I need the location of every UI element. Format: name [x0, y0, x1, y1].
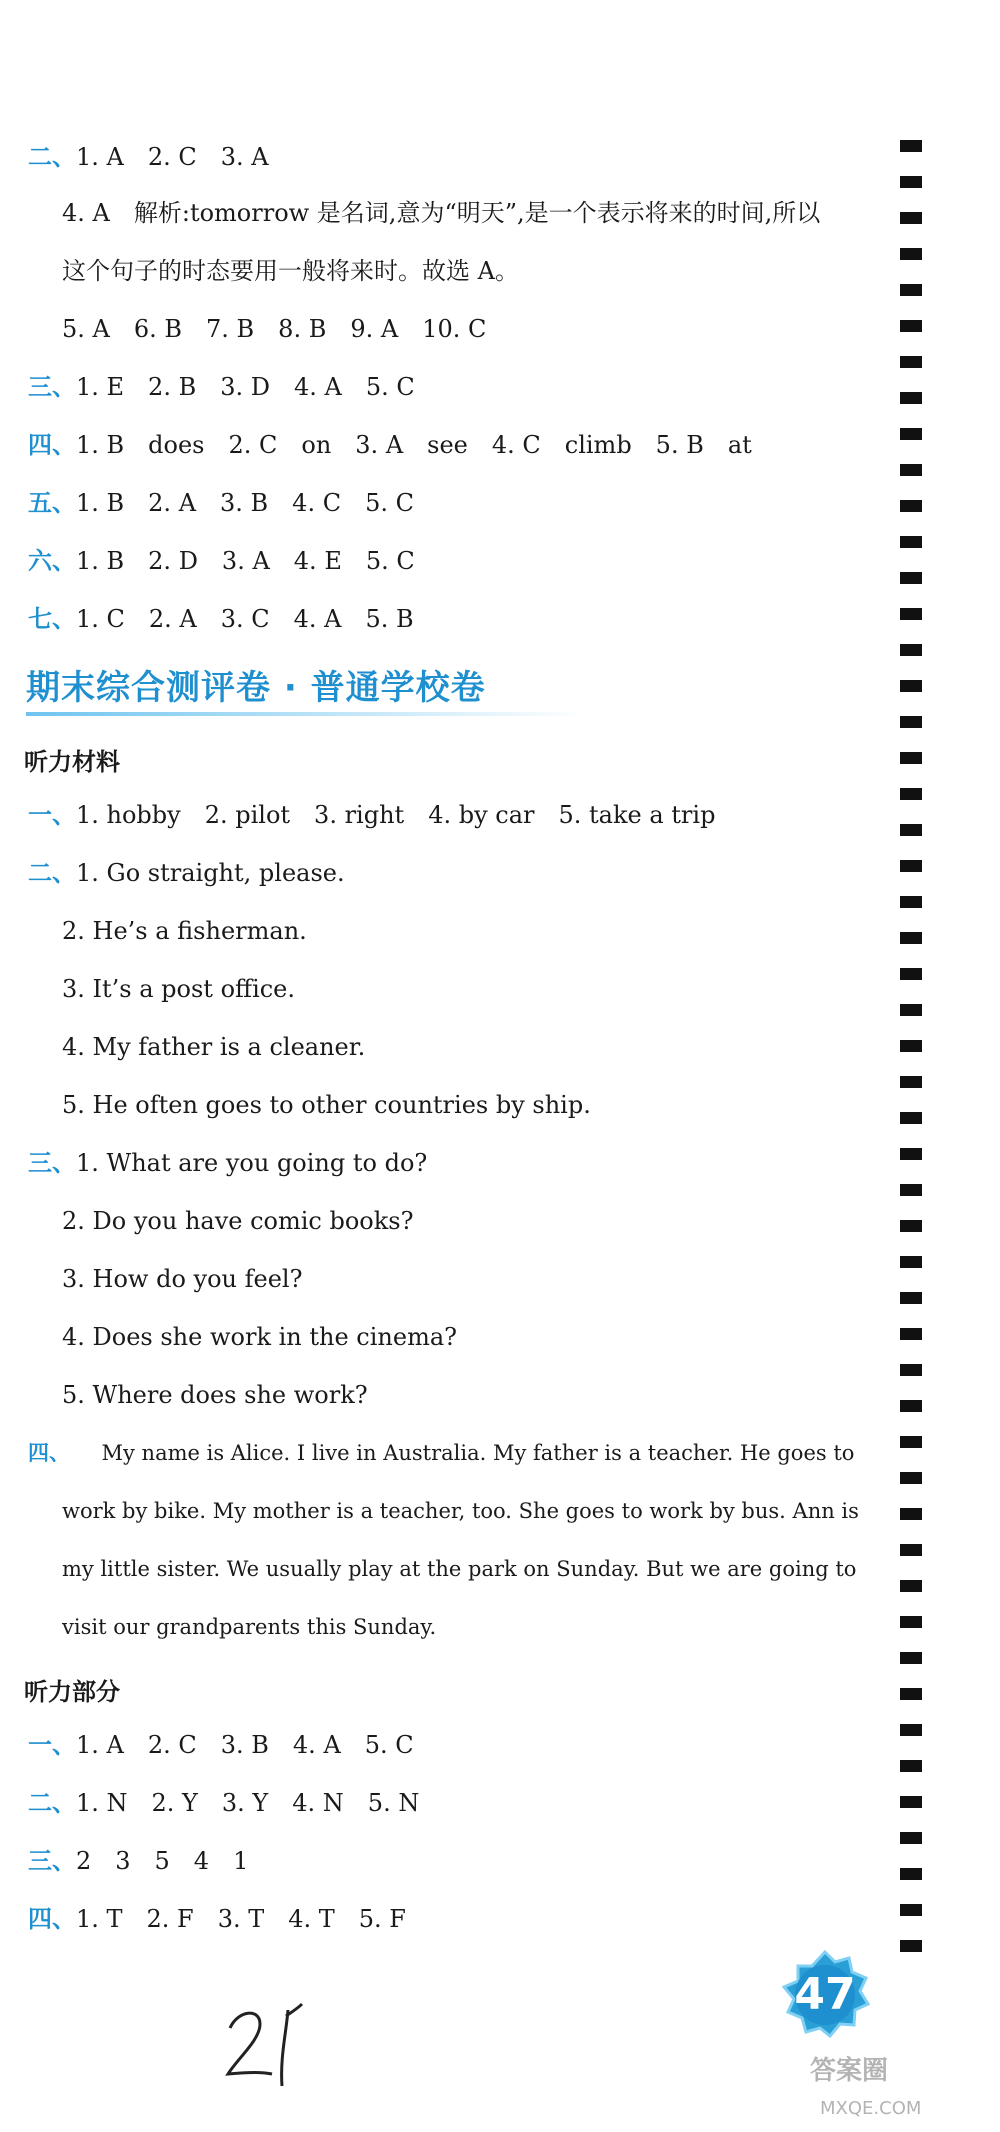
material-line: 3. How do you feel?	[62, 1265, 303, 1293]
material-line: 4. My father is a cleaner.	[62, 1033, 366, 1061]
binding-bar	[900, 1688, 922, 1700]
binding-bar	[900, 140, 922, 152]
listening-material-title: 听力材料	[24, 748, 120, 776]
answer-line: 5. A 6. B 7. B 8. B 9. A 10. C	[62, 315, 487, 343]
binding-bar	[900, 176, 922, 188]
binding-bar	[900, 1400, 922, 1412]
answer-line: 七、1. C 2. A 3. C 4. A 5. B	[28, 605, 414, 633]
binding-bar	[900, 464, 922, 476]
binding-bar	[900, 968, 922, 980]
binding-bar	[900, 1652, 922, 1664]
section-title: 期末综合测评卷 · 普通学校卷	[26, 668, 486, 708]
answer-line: 六、1. B 2. D 3. A 4. E 5. C	[28, 547, 415, 575]
section-title-underline	[26, 712, 586, 716]
binding-bar	[900, 1760, 922, 1772]
binding-bar	[900, 500, 922, 512]
binding-bar	[900, 356, 922, 368]
binding-bar	[900, 1292, 922, 1304]
binding-bar	[900, 752, 922, 764]
binding-bar	[900, 1724, 922, 1736]
material-line: my little sister. We usually play at the park on Sunday. But we are going to	[62, 1557, 857, 1581]
binding-bar	[900, 860, 922, 872]
watermark-url: MXQE.COM	[820, 2098, 922, 2119]
material-line: visit our grandparents this Sunday.	[62, 1615, 437, 1639]
material-line: 三、1. What are you going to do?	[28, 1149, 428, 1177]
binding-bar	[900, 1364, 922, 1376]
binding-bar	[900, 1544, 922, 1556]
handwritten-note-icon	[220, 1990, 330, 2090]
binding-bar	[900, 1940, 922, 1952]
binding-bar	[900, 1580, 922, 1592]
binding-bar	[900, 1508, 922, 1520]
material-line: 4. Does she work in the cinema?	[62, 1323, 458, 1351]
binding-bar	[900, 1436, 922, 1448]
material-line: 5. Where does she work?	[62, 1381, 368, 1409]
binding-bar	[900, 284, 922, 296]
binding-bar	[900, 320, 922, 332]
material-line: 四、 My name is Alice. I live in Australia. My father is a teacher. He goes to	[28, 1441, 855, 1465]
listening-part-title: 听力部分	[24, 1678, 120, 1706]
binding-bar	[900, 680, 922, 692]
material-line: 2. Do you have comic books?	[62, 1207, 414, 1235]
binding-bar	[900, 788, 922, 800]
answer-line: 4. A 解析:tomorrow 是名词,意为“明天”,是一个表示将来的时间,所以	[62, 199, 821, 227]
binding-bar	[900, 1112, 922, 1124]
binding-bar	[900, 644, 922, 656]
binding-bar	[900, 1904, 922, 1916]
page-number: 47	[794, 1969, 856, 2020]
binding-bar	[900, 428, 922, 440]
binding-bar	[900, 716, 922, 728]
material-line: 一、1. hobby 2. pilot 3. right 4. by car 5. take a trip	[28, 801, 716, 829]
binding-bar	[900, 896, 922, 908]
binding-bar	[900, 572, 922, 584]
answer-line: 三、1. E 2. B 3. D 4. A 5. C	[28, 373, 415, 401]
binding-bar	[900, 608, 922, 620]
answer-line: 五、1. B 2. A 3. B 4. C 5. C	[28, 489, 414, 517]
binding-bar	[900, 932, 922, 944]
part-line: 一、1. A 2. C 3. B 4. A 5. C	[28, 1731, 414, 1759]
binding-bar	[900, 1868, 922, 1880]
binding-bar	[900, 1076, 922, 1088]
binding-bar	[900, 1004, 922, 1016]
binding-bar	[900, 248, 922, 260]
answer-line: 四、1. B does 2. C on 3. A see 4. C climb 5. B at	[28, 431, 752, 459]
binding-bar	[900, 212, 922, 224]
binding-bar	[900, 392, 922, 404]
material-line: 2. He’s a fisherman.	[62, 917, 307, 945]
page-number-badge	[780, 1950, 870, 2040]
binding-bar	[900, 536, 922, 548]
part-line: 二、1. N 2. Y 3. Y 4. N 5. N	[28, 1789, 420, 1817]
material-line: 二、1. Go straight, please.	[28, 859, 345, 887]
binding-bar	[900, 1832, 922, 1844]
binding-bar	[900, 824, 922, 836]
binding-bar	[900, 1796, 922, 1808]
material-line: work by bike. My mother is a teacher, too. She goes to work by bus. Ann is	[62, 1499, 859, 1523]
binding-bar	[900, 1184, 922, 1196]
binding-bar	[900, 1472, 922, 1484]
part-line: 三、2 3 5 4 1	[28, 1847, 249, 1875]
watermark: 答案圈	[810, 2056, 889, 2086]
binding-bar	[900, 1328, 922, 1340]
material-line: 3. It’s a post office.	[62, 975, 296, 1003]
answer-line: 这个句子的时态要用一般将来时。故选 A。	[62, 257, 519, 285]
material-line: 5. He often goes to other countries by ship.	[62, 1091, 591, 1119]
answer-line: 二、1. A 2. C 3. A	[28, 143, 269, 171]
part-line: 四、1. T 2. F 3. T 4. T 5. F	[28, 1905, 406, 1933]
binding-bar	[900, 1220, 922, 1232]
binding-bar	[900, 1148, 922, 1160]
binding-bar	[900, 1616, 922, 1628]
binding-bar	[900, 1040, 922, 1052]
binding-bar	[900, 1256, 922, 1268]
